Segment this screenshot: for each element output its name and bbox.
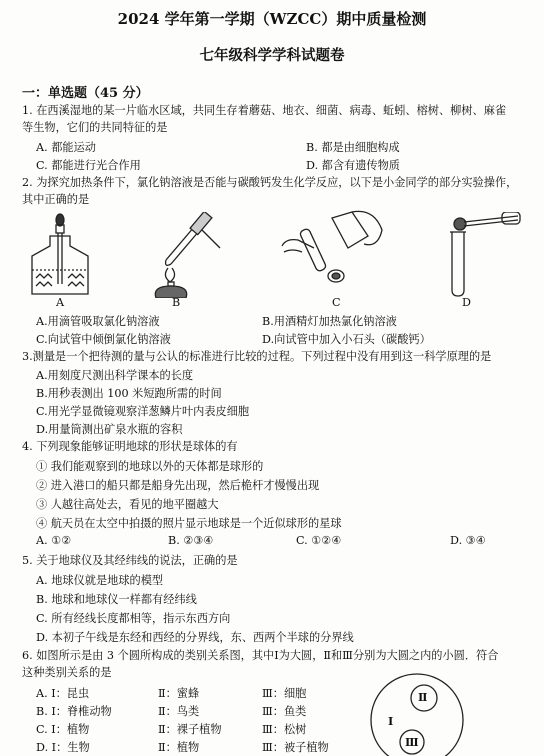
q1-stem-line2: 等生物，它们的共同特征的是 [22,121,168,134]
q4-statement-4: ④ 航天员在太空中拍摄的照片显示地球是一个近似球形的星球 [36,517,342,530]
pouring-figure [278,208,390,298]
circle-label-iii: Ⅲ [405,735,419,749]
q6-stem-line1: 6. 如图所示是由 3 个圆所构成的类别关系图，其中Ⅰ为大圆，Ⅱ和Ⅲ分别为大圆之内的小圆．符合 [22,649,499,662]
q6-row-a-col1: A. Ⅰ：昆虫 [36,687,90,700]
fig-label-c: C [332,296,341,309]
q2-stem-line2: 其中正确的是 [22,193,90,206]
q6-row-c-col2: Ⅱ：裸子植物 [158,723,222,736]
q6-row-b-col1: B. Ⅰ：脊椎动物 [36,705,112,718]
q3-option-a: A.用刻度尺测出科学课本的长度 [36,369,194,382]
q1-option-b: B. 都是由细胞构成 [306,141,400,154]
q6-stem-line2: 这种类别关系的是 [22,666,112,679]
q3-option-c: C.用光学显微镜观察洋葱鳞片叶内表皮细胞 [36,405,250,418]
q4-option-a: A. ①② [36,534,72,547]
q2-option-d: D.向试管中加入小石头（碳酸钙） [262,333,431,346]
q6-row-b-col2: Ⅱ：鸟类 [158,705,200,718]
section-heading: 一：单选题（45 分） [22,86,149,101]
q6-row-c-col1: C. Ⅰ：植物 [36,723,90,736]
q4-statement-3: ③ 人越往高处去，看见的地平圈越大 [36,498,219,511]
q2-option-a: A.用滴管吸取氯化钠溶液 [36,315,160,328]
fig-label-a: A [56,296,65,309]
circle-label-i: Ⅰ [388,714,394,728]
q3-option-b: B.用秒表测出 100 米短跑所需的时间 [36,387,222,400]
q4-statement-2: ② 进入港口的船只都是船身先出现，然后桅杆才慢慢出现 [36,479,320,492]
fig-label-d: D [462,296,471,309]
q6-row-a-col3: Ⅲ：细胞 [262,687,307,700]
q4-stem: 4. 下列现象能够证明地球的形状是球体的有 [22,440,238,453]
q6-row-b-col3: Ⅲ：鱼类 [262,705,307,718]
q1-option-c: C. 都能进行光合作用 [36,159,141,172]
q1-stem-line1: 1. 在西溪湿地的某一片临水区域，共同生存着蘑菇、地衣、细菌、病毒、蚯蚓、榕树、柳树、麻雀 [22,104,507,117]
q5-option-c: C. 所有经线长度都相等，指示东西方向 [36,612,231,625]
q1-option-a: A. 都能运动 [36,141,96,154]
alcohol-lamp-figure [138,212,224,298]
q5-option-a: A. 地球仪就是地球的模型 [36,574,164,587]
q2-option-b: B.用酒精灯加热氯化钠溶液 [262,315,397,328]
q4-statement-1: ① 我们能观察到的地球以外的天体都是球形的 [36,460,264,473]
dropper-bottle-figure [20,212,90,298]
q3-stem: 3.测量是一个把待测的量与公认的标准进行比较的过程。下列过程中没有用到这一科学原理的是 [22,350,492,363]
q3-option-d: D.用量筒测出矿泉水瓶的容积 [36,423,183,436]
fig-label-b: B [172,296,181,309]
q5-option-b: B. 地球和地球仪一样都有经纬线 [36,593,197,606]
q1-option-d: D. 都含有遗传物质 [306,159,400,172]
q4-option-d: D. ③④ [450,534,486,547]
circle-label-ii: Ⅱ [418,690,428,704]
q6-row-c-col3: Ⅲ：松树 [262,723,307,736]
q6-row-d-col3: Ⅲ：被子植物 [262,741,329,754]
q6-row-d-col1: D. Ⅰ：生物 [36,741,90,754]
q4-option-b: B. ②③④ [168,534,214,547]
exam-subtitle: 七年级科学学科试题卷 [199,47,345,64]
q6-row-a-col2: Ⅱ：蜜蜂 [158,687,200,700]
exam-title: 2024 学年第一学期（WZCC）期中质量检测 [117,10,427,28]
q2-option-c: C.向试管中倾倒氯化钠溶液 [36,333,171,346]
q6-row-d-col2: Ⅱ：植物 [158,741,200,754]
q2-stem-line1: 2. 为探究加热条件下，氯化钠溶液是否能与碳酸钙发生化学反应，以下是小金同学的部分实验操作， [22,176,518,189]
q5-option-d: D. 本初子午线是东经和西经的分界线，东、西两个半球的分界线 [36,631,354,644]
q5-stem: 5. 关于地球仪及其经纬线的说法，正确的是 [22,554,238,567]
q4-option-c: C. ①②④ [296,534,342,547]
tweezers-figure [440,212,524,298]
